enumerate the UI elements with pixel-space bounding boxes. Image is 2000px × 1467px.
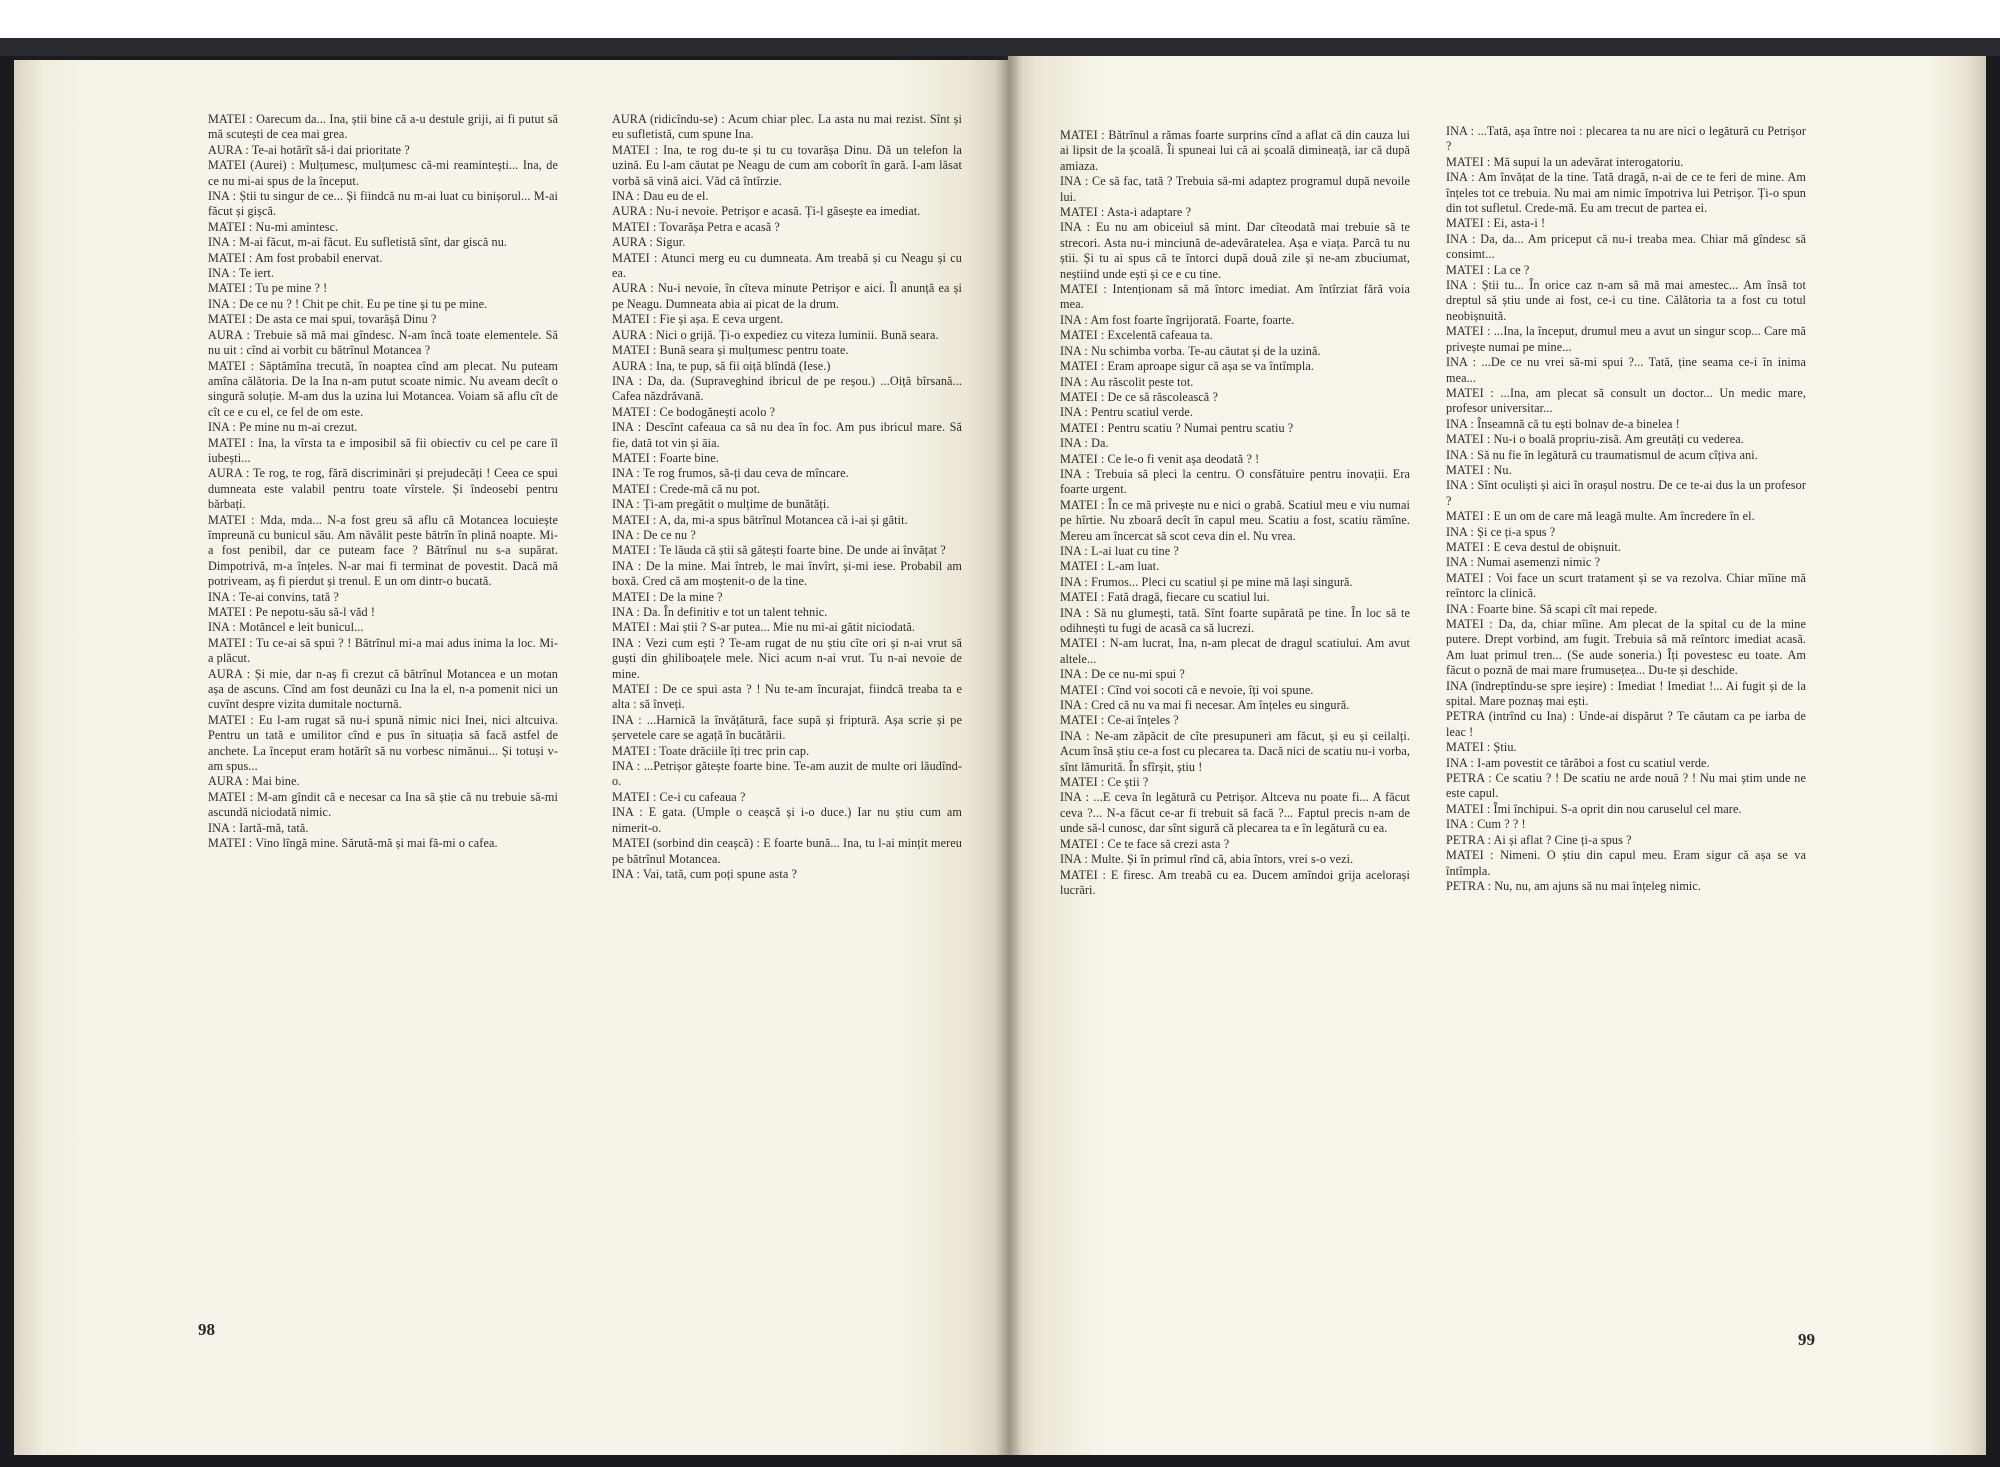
dialogue-line: INA : ...Harnică la învățătură, face supă și fripturā. Așa scrie și pe șervetele care se agață în bucătării. [612,712,962,743]
dialogue-line: MATEI : Voi face un scurt tratament și se va rezolva. Chiar mîine mă reîntorc la clinică. [1446,570,1806,601]
dialogue-line: PETRA (intrînd cu Ina) : Unde-ai dispărut ? Te căutam ca pe iarba de leac ! [1446,709,1806,739]
dialogue-line: MATEI : Ce-i cu cafeaua ? [612,789,746,804]
dialogue-line: INA : Pe mine nu m-ai crezut. [208,420,358,435]
dialogue-line: AURA : Nu-i nevoie, în cîteva minute Petrișor e aici. Îl anunță ea și pe Neagu. Dumneata abia ai picat de la drum. [612,281,962,311]
dialogue-line: INA : Da, da... Am priceput că nu-i treaba mea. Chiar mă gîndesc să consimt... [1446,231,1806,262]
dialogue-line: INA : Ce să fac, tată ? Trebuia să-mi adaptez programul după nevoile lui. [1060,174,1410,204]
dialogue-line: MATEI : Nimeni. O știu din capul meu. Eram sigur că așa se va întîmpla. [1446,848,1806,878]
dialogue-line: INA (îndreptîndu-se spre ieșire) : Imediat ! Imediat !... Ai fugit și de la spital. Mare poznaș mai ești. [1446,678,1806,709]
dialogue-line: INA : Știi tu... În orice caz n-am să mă mai amestec... Am însă tot dreptul să știu unde ai fost, ce-i cu tine. Călătoria ta a fost cu totul neobișnuită. [1446,278,1806,323]
dialogue-line: MATEI : E un om de care mă leagă multe. Am încredere în el. [1446,509,1755,524]
dialogue-line: MATEI : Foarte bine. [612,450,719,465]
dialogue-line: AURA : Mai bine. [208,774,300,789]
dialogue-line: MATEI : Mă supui la un adevărat interogatoriu. [1446,154,1684,169]
dialogue-line: INA : Foarte bine. Să scapi cît mai repede. [1446,601,1658,616]
dialogue-line: INA : Înseamnă că tu ești bolnav de-a binelea ! [1446,416,1680,431]
dialogue-line: MATEI : Nu-i o boală propriu-zisă. Am greutăți cu vederea. [1446,432,1744,447]
dialogue-line: MATEI : Nu-mi amintesc. [208,219,339,234]
dialogue-line: INA : M-ai făcut, m-ai făcut. Eu sufletistă sînt, dar giscă nu. [208,235,508,250]
dialogue-line: MATEI : Îmi închipui. S-a oprit din nou caruselul cel mare. [1446,801,1742,816]
dialogue-line: MATEI : Da, da, chiar mîine. Am plecat de la spital cu de la mine putere. Drept vorbind, am fugit. Trebuia să mă reîntorc imediat acasă. Am luat primul tren... (Se aude soneria.) Îți povestesc eu toate. Am făcut o poznă de mai mare frumusețea... Du-te și deschide. [1446,617,1806,678]
dialogue-line: INA : Descînt cafeaua ca să nu dea în foc. Am pus ibricul mare. Să fie, dată tot vin și āia. [612,420,962,450]
dialogue-line: AURA (ridicîndu-se) : Acum chiar plec. La asta nu mai rezist. Sînt și eu sufletistă, cum spune Ina. [612,112,962,142]
dialogue-line: MATEI : Ce bodogănești acolo ? [612,404,776,419]
cover-edge [0,38,2000,56]
dialogue-line: MATEI : Intenționam să mă întorc imediat. Am întîrziat fără voia mea. [1060,282,1410,312]
dialogue-line: INA : ...Tată, așa între noi : plecarea ta nu are nici o legătură cu Petrișor ? [1446,124,1806,154]
dialogue-line: MATEI : Știu. [1446,740,1517,755]
dialogue-line: MATEI : Nu. [1446,462,1512,477]
dialogue-line: MATEI : La ce ? [1446,262,1530,277]
dialogue-line: INA : Te iert. [208,266,274,281]
right-page-column-2 [1446,124,1806,894]
dialogue-line: AURA : Și mie, dar n-aș fi crezut că bătrînul Motancea e un motan așa de ascuns. Cînd am fost deunăzi cu Ina la el, n-a pomenit nici un cuvînt despre vizita dumitale nocturnă. [208,666,558,712]
book-gutter [996,56,1022,1455]
dialogue-line: INA : Motăncel e leit bunicul... [208,620,364,635]
dialogue-line: MATEI : N-am lucrat, Ina, n-am plecat de dragul scatiului. Am avut altele... [1060,636,1410,666]
dialogue-line: INA : Da, da. (Supraveghind ibricul de pe reșou.) ...Oiță bîrsană... Cafea năzdrăvană. [612,373,962,404]
dialogue-line: AURA : Ina, te pup, să fii oiță blîndă (Iese.) [612,358,831,373]
dialogue-line: INA : Eu nu am obiceiul să mint. Dar cîteodată mai trebuie să te strecori. Asta nu-i minciună de-adevăratelea. Așa e viața. Parcă tu nu știi. Și tu ai spus că te întorci după două zile și ne-am zbuciumat, neștiind unde ești și ce e cu tine. [1060,220,1410,281]
dialogue-line: INA : Am învățat de la tine. Tată dragă, n-ai de ce te feri de mine. Am înțeles tot ce trebuia. Nu mai am nimic împotriva lui Petrișor. Ți-o spun din tot sufletul. Crede-mă. Eu am trecut de partea ei. [1446,170,1806,216]
dialogue-line: AURA : Nu-i nevoie. Petrișor e acasă. Ți-l găsește ea imediat. [612,204,921,219]
dialogue-line: INA : Te-ai convins, tată ? [208,589,339,604]
dialogue-line: AURA : Nici o grijă. Ți-o expediez cu viteza luminii. Bună seara. [612,327,939,342]
dialogue-line: MATEI : Bună seara și mulțumesc pentru toate. [612,343,849,358]
dialogue-line: MATEI : M-am gîndit că e necesar ca Ina să știe că nu trebuie să-mi ascundă niciodată nimic. [208,789,558,820]
dialogue-line: MATEI : Asta-i adaptare ? [1060,205,1192,220]
dialogue-line: INA : Am fost foarte îngrijorată. Foarte, foarte. [1060,312,1295,327]
left-page-column-1 [208,112,558,852]
dialogue-line: INA : De la mine. Mai întreb, le mai învîrt, și-mi iese. Probabil am boxă. Cred că am moștenit-o de la tine. [612,558,962,589]
dialogue-line: INA : Multe. Și în primul rînd că, abia întors, vrei s-o vezi. [1060,852,1354,867]
dialogue-line: INA : Să nu fie în legătură cu traumatismul de acum cîțiva ani. [1446,447,1758,462]
dialogue-line: INA : De ce nu ? ! Chit pe chit. Eu pe tine și tu pe mine. [208,296,488,311]
dialogue-line: INA : I-am povestit ce tărăboi a fost cu scatiul verde. [1446,755,1710,770]
dialogue-line: INA : Nu schimba vorba. Te-au căutat și de la uzină. [1060,343,1321,358]
dialogue-line: INA : Iartă-mă, tată. [208,820,309,835]
dialogue-line: MATEI : Eu l-am rugat să nu-i spună nimic nici Inei, nici altcuiva. Pentru un tată e umilitor cînd e pus în situația să facă astfel de anchete. La început eram hotărît să nu vorbesc nimănui... Și totuși v-am spus... [208,712,558,774]
dialogue-line: PETRA : Nu, nu, am ajuns să nu mai înțeleg nimic. [1446,878,1702,893]
dialogue-line: MATEI : E firesc. Am treabă cu ea. Ducem amîndoi grija acelorași lucrări. [1060,867,1410,897]
dialogue-line: INA : Vezi cum ești ? Te-am rugat de nu știu cîte ori și n-ai vrut să guști din ghiliboațele mele. Nici acum n-ai vrut. Tu n-ai nevoie de mine. [612,635,962,681]
dialogue-line: MATEI : Eram aproape sigur că așa se va întîmpla. [1060,359,1314,374]
dialogue-line: MATEI : Crede-mă că nu pot. [612,481,761,496]
right-page-column-1 [1060,128,1410,898]
dialogue-line: INA : ...E ceva în legătură cu Petrișor. Altceva nu poate fi... A făcut ceva ?... N-a făcut ce-ar fi trebuit să facă ?... Faptul precis n-am de unde să-l cunosc, dar sînt sigură că plecarea ta e în legătură cu ea. [1060,790,1410,836]
dialogue-line: INA : E gata. (Umple o ceașcă și i-o duce.) Iar nu știu cum am nimerit-o. [612,805,962,835]
dialogue-line: INA : ...Petrișor gătește foarte bine. Te-am auzit de multe ori lăudînd-o. [612,759,962,789]
dialogue-line: INA : Sînt oculiști și aici în orașul nostru. De ce te-ai dus la un profesor ? [1446,478,1806,508]
dialogue-line: MATEI : De ce să răscolească ? [1060,389,1218,404]
dialogue-line: INA : Vai, tată, cum poți spune asta ? [612,866,797,881]
dialogue-line: AURA : Te-ai hotărît să-i dai prioritate ? [208,142,410,157]
dialogue-line: MATEI : Ce le-o fi venit așa deodată ? ! [1060,451,1260,466]
dialogue-line: INA : Ți-am pregătit o mulțime de bunătăți. [612,497,830,512]
dialogue-line: MATEI : Bătrînul a rămas foarte surprins cînd a aflat că din cauza lui ai lipsit de la școală. Îi spuneai lui că ai școală dimineață, iar că după amiaza. [1060,128,1410,173]
dialogue-line: INA : Te rog frumos, să-ți dau ceva de mîncare. [612,466,849,481]
dialogue-line: MATEI : Ina, la vîrsta ta e imposibil să fii obiectiv cu cel pe care îl iubești... [208,435,558,465]
left-page-column-2 [612,112,962,882]
dialogue-line: INA : Trebuia să pleci la centru. O consfătuire pentru inovații. Era foarte urgent. [1060,466,1410,497]
dialogue-line: MATEI : Ce te face să crezi asta ? [1060,836,1230,851]
dialogue-line: INA : Dau eu de el. [612,189,709,204]
dialogue-line: MATEI : Excelentă cafeaua ta. [1060,328,1213,343]
dialogue-line: MATEI : De ce spui asta ? ! Nu te-am încurajat, fiindcă treaba ta e alta : să înveți. [612,682,962,712]
dialogue-line: MATEI : Pentru scatiu ? Numai pentru scatiu ? [1060,420,1294,435]
dialogue-line: MATEI : ...Ina, la început, drumul meu a avut un singur scop... Care mă privește numai pe mine... [1446,324,1806,354]
dialogue-line: MATEI : Ce-ai înțeles ? [1060,713,1179,728]
dialogue-line: MATEI : Ce știi ? [1060,775,1149,790]
right-page-number: 99 [1798,1330,1815,1349]
dialogue-line: PETRA : Ce scatiu ? ! De scatiu ne arde nouă ? ! Nu mai știm unde ne este capul. [1446,771,1806,801]
dialogue-line: INA : Și ce ți-a spus ? [1446,524,1556,539]
dialogue-line: MATEI : De la mine ? [612,589,723,604]
dialogue-line: MATEI : Vino lîngă mine. Sărută-mă și mai fă-mi o cafea. [208,836,498,851]
dialogue-line: MATEI : A, da, mi-a spus bătrînul Motancea că i-ai și gătit. [612,512,908,527]
dialogue-line: INA : Să nu glumești, tată. Sînt foarte supărată pe tine. În loc să te odihnești tu fugi de acasă ca să lucrezi. [1060,605,1410,635]
dialogue-line: INA : Ne-am zăpăcit de cîte presupuneri am făcut, și eu și ceilalți. Acum însă știu ce-a fost cu plecarea ta. Dacă nici de scatiu nu-i vorba, sînt lămurită. În sfîrșit, știu ! [1060,728,1410,774]
dialogue-line: MATEI : Mda, mda... N-a fost greu să aflu că Motancea locuiește împreună cu bunicul său. Am năvălit peste bătrîn în plină noapte. Mi-a fost penibil, dar ce puteam face ? Bătrînul nu s-a supărat. Dimpotrivă, m-a înțeles. N-ar mai fi terminat de povestit. Dacă mă potriveam, aș fi pierdut și trenul. E un om dintr-o bucată. [208,512,558,589]
dialogue-line: MATEI : Am fost probabil enervat. [208,250,383,265]
dialogue-line: MATEI : Te lăuda că știi să gătești foarte bine. De unde ai învățat ? [612,543,946,558]
dialogue-line: MATEI : Toate drăciile îți trec prin cap. [612,743,810,758]
dialogue-line: MATEI : Tu pe mine ? ! [208,281,328,296]
dialogue-line: MATEI : Pe nepotu-său să-l văd ! [208,605,376,619]
dialogue-line: INA : ...De ce nu vrei să-mi spui ?... Tată, ține seama ce-i în inima mea... [1446,355,1806,385]
dialogue-line: MATEI : Fată dragă, fiecare cu scatiul lui. [1060,590,1270,605]
dialogue-line: MATEI : Cînd voi socoti că e nevoie, îți voi spune. [1060,682,1314,697]
left-page-number: 98 [198,1320,215,1339]
dialogue-line: MATEI : Ina, te rog du-te și tu cu tovarășa Dinu. Dă un telefon la uzină. Eu l-am căutat pe Neagu de cum am coborît în gară. I-am lăsat vorbă să vină aici. Văd că întîrzie. [612,142,962,188]
dialogue-line: MATEI : Tovarășa Petra e acasă ? [612,219,780,234]
dialogue-line: INA : L-ai luat cu tine ? [1060,543,1179,558]
dialogue-line: MATEI : Ei, asta-i ! [1446,216,1546,231]
dialogue-line: INA : Da. [1060,436,1109,451]
dialogue-line: MATEI : Oarecum da... Ina, știi bine că a-u destule griji, ai fi putut să mă scutești de cea mai grea. [208,112,558,142]
dialogue-line: INA : Știi tu singur de ce... Și fiindcă nu m-ai luat cu binișorul... M-ai făcut și gișcă. [208,189,558,219]
dialogue-line: MATEI : Fie și așa. E ceva urgent. [612,312,784,327]
dialogue-line: AURA : Sigur. [612,235,686,250]
dialogue-line: MATEI : ...Ina, am plecat să consult un doctor... Un medic mare, profesor universitar... [1446,385,1806,416]
dialogue-line: MATEI : În ce mă privește nu e nici o grabă. Scatiul meu e viu numai pe hîrtie. Nu zboară decît în capul meu. Scatiu a fost, scatiu rămîne. Mereu am încercat să scot ceva din el. Nu vrea. [1060,497,1410,543]
dialogue-line: MATEI : Mai știi ? S-ar putea... Mie nu mi-ai gătit niciodată. [612,620,916,635]
dialogue-line: MATEI : Atunci merg eu cu dumneata. Am treabă și cu Neagu și cu ea. [612,250,962,281]
dialogue-line: AURA : Te rog, te rog, fără discriminări și prejudecăți ! Ceea ce spui dumneata este valabil pentru toate vîrstele. Și îndeosebi pentru bărbați. [208,466,558,512]
dialogue-line: MATEI : Săptămîna trecută, în noaptea cînd am plecat. Nu puteam amîna călătoria. De la Ina n-am putut scoate nimic. Nu aveam decît o singură soluție. M-am dus la uzina lui Motancea. Voiam să aflu cît de cît ce e cu el, ce fel de om este. [208,358,558,419]
dialogue-line: INA : Cum ? ? ! [1446,817,1526,832]
dialogue-line: PETRA : Ai și aflat ? Cine ți-a spus ? [1446,832,1632,847]
dialogue-line: MATEI : L-am luat. [1060,559,1160,574]
dialogue-line: INA : Au răscolit peste tot. [1060,374,1194,389]
dialogue-line: INA : De ce nu-mi spui ? [1060,667,1185,682]
dialogue-line: MATEI (Aurei) : Mulțumesc, mulțumesc că-mi reamintești... Ina, de ce nu mi-ai spus de la început. [208,158,558,188]
dialogue-line: MATEI : Tu ce-ai să spui ? ! Bătrînul mi-a mai adus inima la loc. Mi-a plăcut. [208,635,558,666]
dialogue-line: INA : Frumos... Pleci cu scatiul și pe mine mă lași singură. [1060,574,1353,589]
dialogue-line: MATEI : De asta ce mai spui, tovarășă Dinu ? [208,312,437,327]
dialogue-line: INA : Cred că nu va mai fi necesar. Am înțeles eu singură. [1060,698,1350,713]
dialogue-line: INA : Numai asemenzi nimic ? [1446,555,1601,570]
dialogue-line: INA : Pentru scatiul verde. [1060,405,1194,420]
dialogue-line: INA : De ce nu ? [612,527,696,542]
dialogue-line: MATEI (sorbind din ceașcă) : E foarte bună... Ina, tu l-ai mințit mereu pe bătrînul Motancea. [612,836,962,866]
dialogue-line: MATEI : E ceva destul de obișnuit. [1446,539,1622,554]
dialogue-line: INA : Da. În definitiv e tot un talent tehnic. [612,605,828,619]
dialogue-line: AURA : Trebuie să mă mai gîndesc. N-am încă toate elementele. Să nu uit : cînd ai vorbit cu bătrînul Motancea ? [208,327,558,358]
